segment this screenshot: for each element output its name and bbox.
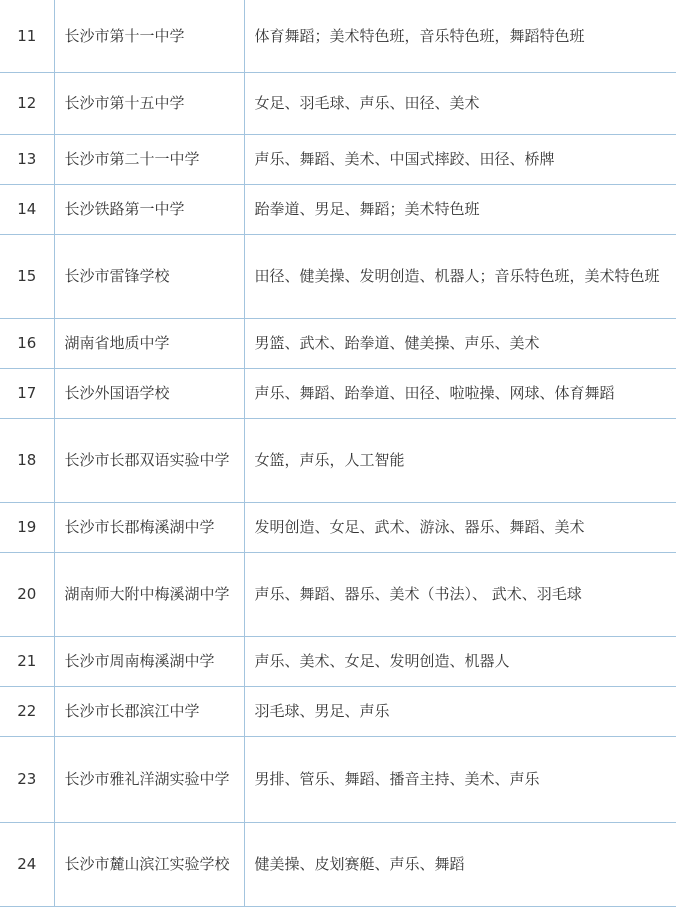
specialties: 声乐、舞蹈、美术、中国式摔跤、田径、桥牌 — [244, 134, 676, 184]
specialties: 男排、管乐、舞蹈、播音主持、美术、声乐 — [244, 736, 676, 822]
specialties: 女篮，声乐，人工智能 — [244, 418, 676, 502]
table-row — [0, 686, 676, 736]
table-row — [0, 134, 676, 184]
specialties: 跆拳道、男足、舞蹈；美术特色班 — [244, 184, 676, 234]
specialties: 男篮、武术、跆拳道、健美操、声乐、美术 — [244, 318, 676, 368]
table-row — [0, 502, 676, 552]
row-number: 13 — [0, 134, 54, 184]
row-number: 18 — [0, 418, 54, 502]
table-row — [0, 368, 676, 418]
school-name: 长沙市雷锋学校 — [54, 234, 244, 318]
row-number: 19 — [0, 502, 54, 552]
school-name: 长沙市长郡双语实验中学 — [54, 418, 244, 502]
specialties: 声乐、舞蹈、跆拳道、田径、啦啦操、网球、体育舞蹈 — [244, 368, 676, 418]
row-number: 23 — [0, 736, 54, 822]
school-name: 长沙铁路第一中学 — [54, 184, 244, 234]
specialties: 声乐、美术、女足、发明创造、机器人 — [244, 636, 676, 686]
table-row — [0, 552, 676, 636]
row-number: 17 — [0, 368, 54, 418]
row-number: 22 — [0, 686, 54, 736]
specialties: 健美操、皮划赛艇、声乐、舞蹈 — [244, 822, 676, 906]
school-name: 长沙外国语学校 — [54, 368, 244, 418]
row-number: 20 — [0, 552, 54, 636]
row-number: 16 — [0, 318, 54, 368]
specialties: 体育舞蹈；美术特色班，音乐特色班，舞蹈特色班 — [244, 0, 676, 72]
school-name: 长沙市周南梅溪湖中学 — [54, 636, 244, 686]
school-name: 长沙市长郡滨江中学 — [54, 686, 244, 736]
table-row — [0, 234, 676, 318]
table-row — [0, 184, 676, 234]
row-number: 12 — [0, 72, 54, 134]
table-row — [0, 418, 676, 502]
specialties: 声乐、舞蹈、器乐、美术（书法）、 武术、羽毛球 — [244, 552, 676, 636]
specialties: 羽毛球、男足、声乐 — [244, 686, 676, 736]
row-number: 11 — [0, 0, 54, 72]
school-name: 长沙市麓山滨江实验学校 — [54, 822, 244, 906]
school-name: 长沙市第十五中学 — [54, 72, 244, 134]
school-name: 长沙市雅礼洋湖实验中学 — [54, 736, 244, 822]
school-name: 长沙市第二十一中学 — [54, 134, 244, 184]
table-row — [0, 822, 676, 906]
specialties: 女足、羽毛球、声乐、田径、美术 — [244, 72, 676, 134]
school-name: 长沙市第十一中学 — [54, 0, 244, 72]
school-name: 湖南省地质中学 — [54, 318, 244, 368]
school-name: 湖南师大附中梅溪湖中学 — [54, 552, 244, 636]
table-row — [0, 736, 676, 822]
table-row — [0, 72, 676, 134]
row-number: 21 — [0, 636, 54, 686]
table-row — [0, 0, 676, 72]
table-row — [0, 636, 676, 686]
school-name: 长沙市长郡梅溪湖中学 — [54, 502, 244, 552]
specialties: 田径、健美操、发明创造、机器人；音乐特色班，美术特色班 — [244, 234, 676, 318]
specialties: 发明创造、女足、武术、游泳、器乐、舞蹈、美术 — [244, 502, 676, 552]
row-number: 14 — [0, 184, 54, 234]
row-number: 15 — [0, 234, 54, 318]
table-row — [0, 318, 676, 368]
row-number: 24 — [0, 822, 54, 906]
